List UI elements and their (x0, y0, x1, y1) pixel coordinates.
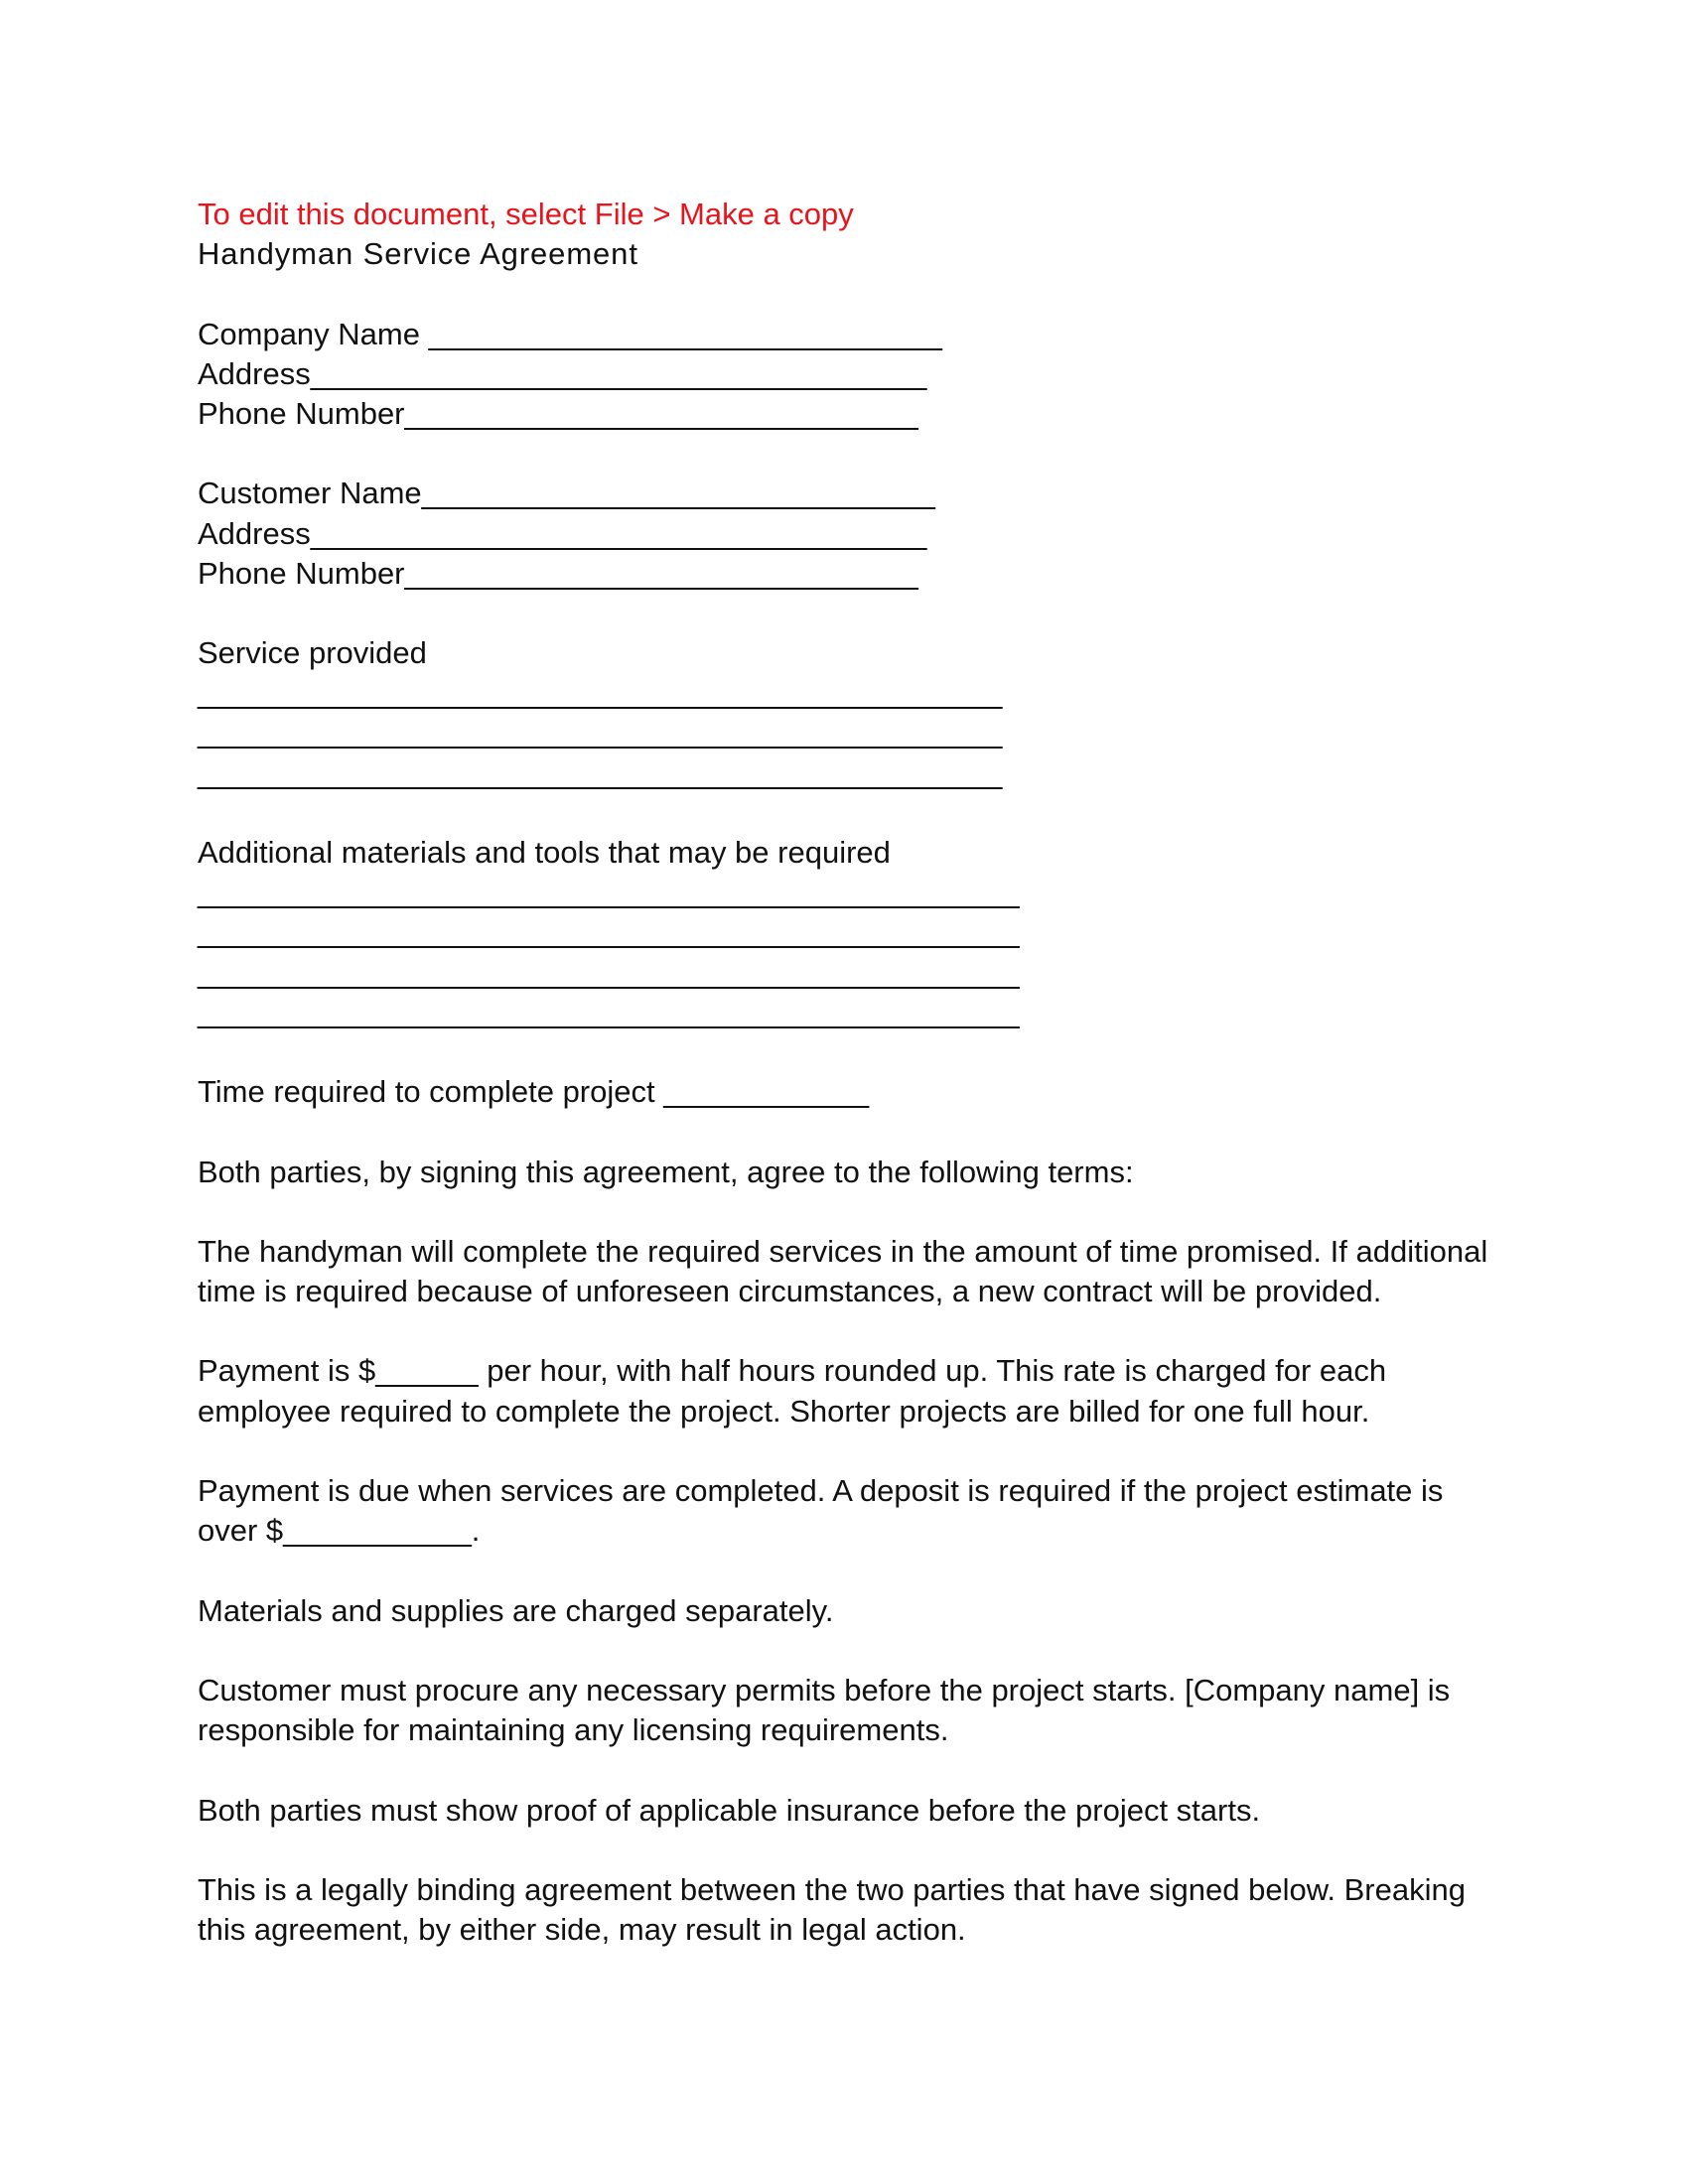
edit-notice: To edit this document, select File > Make a copy (198, 197, 854, 231)
term-payment-due-paragraph: Payment is due when services are completed. A deposit is required if the project estimate is over $___________. (198, 1473, 1444, 1549)
customer-address-field: Address____________________________________ (198, 515, 927, 551)
document-title: Handyman Service Agreement (198, 236, 638, 272)
materials-blank-line: ________________________________________________ (198, 994, 1020, 1029)
document-page (198, 195, 1508, 1950)
spacer (198, 1192, 1508, 1232)
term-materials-paragraph: Materials and supplies are charged separately. (198, 1592, 834, 1628)
spacer (198, 1551, 1508, 1590)
service-blank-line: _______________________________________________ (198, 754, 1003, 790)
term-insurance-paragraph: Both parties must show proof of applicable insurance before the project starts. (198, 1792, 1261, 1828)
spacer (198, 1311, 1508, 1351)
terms-intro: Both parties, by signing this agreement, agree to the following terms: (198, 1154, 1134, 1189)
spacer (198, 274, 1508, 314)
materials-blank-line: ________________________________________________ (198, 954, 1020, 990)
customer-name-field: Customer Name______________________________ (198, 476, 935, 511)
spacer (198, 434, 1508, 474)
spacer (198, 1032, 1508, 1072)
term-payment-rate-paragraph: Payment is $______ per hour, with half hours rounded up. This rate is charged for each employee required to complete the project. Shorter projects are billed for one full hour. (198, 1353, 1387, 1429)
materials-label: Additional materials and tools that may be required (198, 835, 891, 870)
spacer (198, 1112, 1508, 1152)
spacer (198, 1631, 1508, 1671)
company-name-field: Company Name ______________________________ (198, 316, 942, 351)
time-required-field: Time required to complete project ____________ (198, 1074, 870, 1110)
spacer (198, 1432, 1508, 1471)
service-blank-line: _______________________________________________ (198, 715, 1003, 751)
materials-blank-line: ________________________________________________ (198, 914, 1020, 950)
company-phone-field: Phone Number______________________________ (198, 395, 918, 431)
company-address-field: Address____________________________________ (198, 355, 927, 391)
service-provided-label: Service provided (198, 635, 427, 671)
term-time-paragraph: The handyman will complete the required services in the amount of time promised. If additional time is required because of unforeseen circumstances, a new contract will be provided. (198, 1233, 1488, 1309)
spacer (198, 793, 1508, 833)
term-legal-paragraph: This is a legally binding agreement between the two parties that have signed below. Breaking this agreement, by either side, may result in legal action. (198, 1872, 1466, 1948)
spacer (198, 1831, 1508, 1870)
spacer (198, 1750, 1508, 1790)
term-permits-paragraph: Customer must procure any necessary permits before the project starts. [Company name] is responsible for maintaining any licensing requirements. (198, 1673, 1451, 1748)
spacer (198, 594, 1508, 633)
materials-blank-line: ________________________________________________ (198, 875, 1020, 910)
service-blank-line: _______________________________________________ (198, 675, 1003, 711)
customer-phone-field: Phone Number______________________________ (198, 555, 918, 591)
